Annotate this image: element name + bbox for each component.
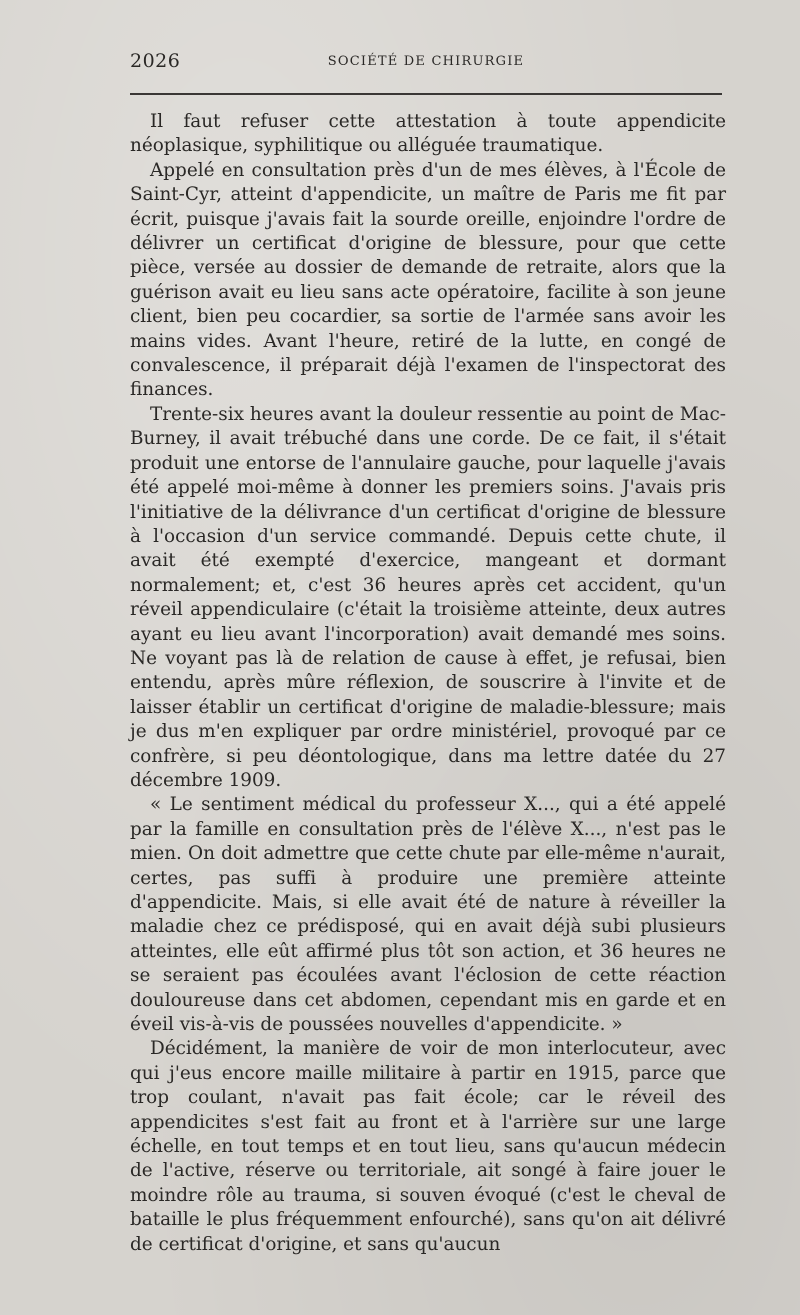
paragraph-5: Décidément, la manière de voir de mon interlocuteur, avec qui j'eus encore maille militaire à partir en 1915, parce que trop coulant, n'avait pas fait école; car le réveil des appendicites s'est fait au front et à l'arrière sur une large échelle, en tout temps et en tout lieu, sans qu'aucun médecin de l'active, réserve ou territoriale, ait songé à faire jouer le moindre rôle au trauma, si souven évoqué (c'est le cheval de bataille le plus fréquemment enfourché), sans qu'on ait délivré de certificat d'origine, et sans qu'aucun [130,1038,726,1255]
body-text [130,110,726,1257]
paragraph-2: Appelé en consultation près d'un de mes élèves, à l'École de Saint-Cyr, atteint d'appendicite, un maître de Paris me fit par écrit, puisque j'avais fait la sourde oreille, enjoindre l'ordre de délivrer un certificat d'origine de blessure, pour que cette pièce, versée au dossier de demande de retraite, alors que la guérison avait eu lieu sans acte opératoire, facilite à son jeune client, bien peu cocardier, sa sortie de l'armée sans avoir les mains vides. Avant l'heure, retiré de la lutte, en congé de convalescence, il préparait déjà l'examen de l'inspectorat des finances. [130,159,726,401]
running-title: SOCIÉTÉ DE CHIRURGIE [327,54,525,69]
paragraph-4-quotation: « Le sentiment médical du professeur X..., qui a été appelé par la famille en consultation près de l'élève X..., n'est pas le mien. On doit admettre que cette chute par elle-même n'aurait, certes, pas suffi à produire une première atteinte d'appendicite. Mais, si elle avait été de nature à réveiller la maladie chez ce prédisposé, qui en avait déjà subi plusieurs atteintes, elle eût affirmé plus tôt son action, et 36 heures ne se seraient pas écoulées avant l'éclosion de cette réaction douloureuse dans cet abdomen, cependant mis en garde et en éveil vis-à-vis de poussées nouvelles d'appendicite. » [130,794,726,1036]
header-rule [130,93,722,95]
paragraph-3: Trente-six heures avant la douleur ressentie au point de Mac-Burney, il avait trébuché dans une corde. De ce fait, il s'était produit une entorse de l'annulaire gauche, pour laquelle j'avais été appelé moi-même à donner les premiers soins. J'avais pris l'initiative de la délivrance d'un certificat d'origine de blessure à l'occasion d'un service commandé. Depuis cette chute, il avait été exempté d'exercice, mangeant et dormant normalement; et, c'est 36 heures après cet accident, qu'un réveil appendiculaire (c'était la troisième atteinte, deux autres ayant eu lieu avant l'incorporation) avait demandé mes soins. Ne voyant pas là de relation de cause à effet, je refusai, bien entendu, après mûre réflexion, de souscrire à l'invite et de laisser établir un certificat d'origine de maladie-blessure; mais je dus m'en expliquer par ordre ministériel, provoqué par ce confrère, si peu déontologique, dans ma lettre datée du 27 décembre 1909. [130,403,726,791]
page-number: 2026 [130,50,181,72]
paragraph-1: Il faut refuser cette attestation à toute appendicite néoplasique, syphilitique ou alléguée traumatique. [130,111,726,157]
running-head [130,50,722,76]
